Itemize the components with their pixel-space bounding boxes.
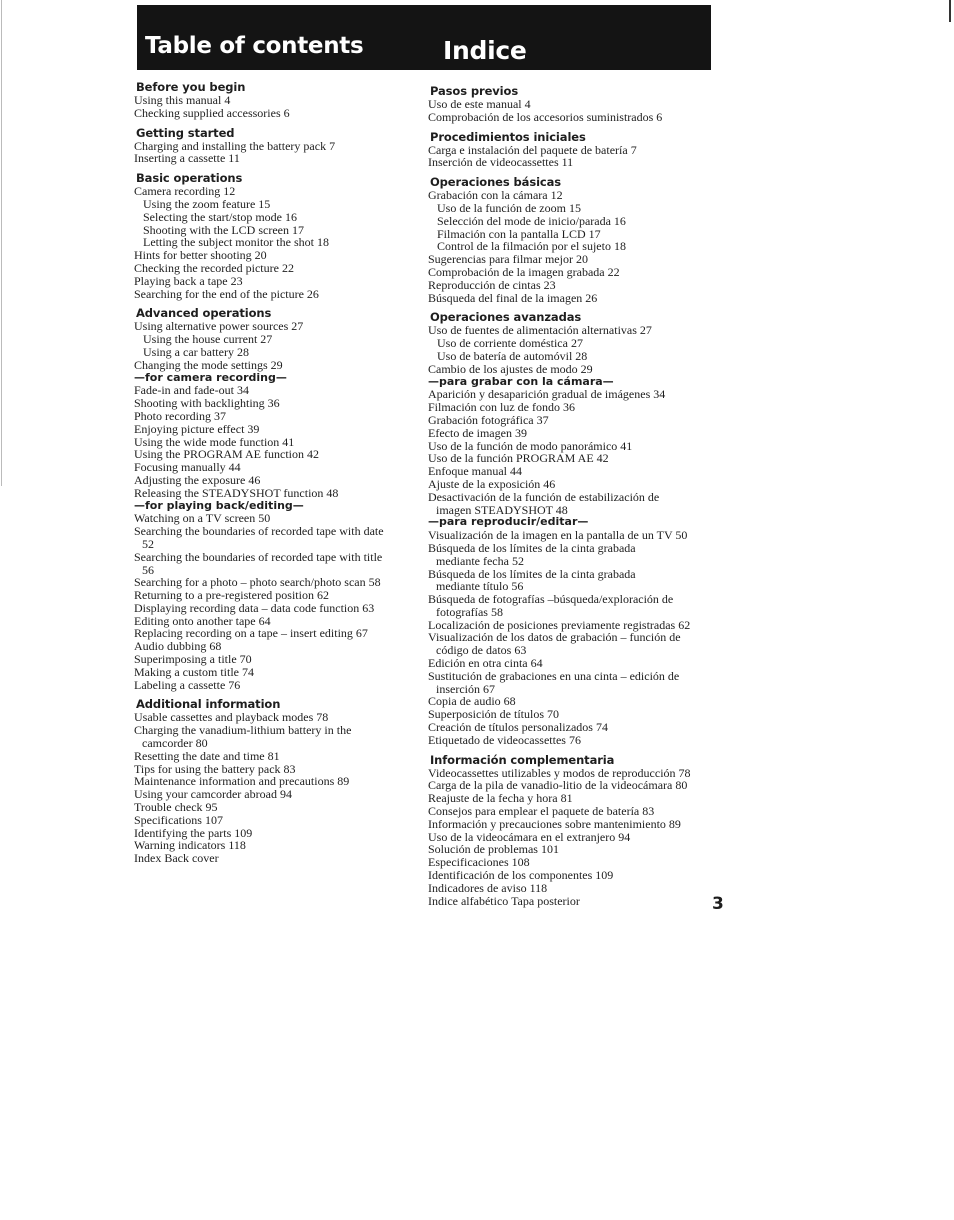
toc-entry	[425, 593, 715, 619]
toc-section	[131, 171, 421, 300]
toc-entry-text: Desactivación de la función de estabilización de	[428, 489, 660, 504]
toc-entry-text: Shooting with backlighting 36	[134, 396, 280, 411]
toc-entry-text: Grabación fotográfica 37	[428, 412, 549, 427]
toc-entry-text: Inserción de videocassettes 11	[428, 155, 574, 170]
toc-entry-text: Enfoque manual 44	[428, 464, 522, 479]
toc-entry-text: Trouble check 95	[134, 800, 218, 815]
toc-entry-text: Uso de este manual 4	[428, 97, 531, 111]
toc-entry-text: Ajuste de la exposición 46	[428, 476, 556, 491]
toc-entry-text: Charging and installing the battery pack 7	[134, 138, 336, 153]
section-title: Getting started	[136, 125, 235, 140]
toc-entry	[131, 487, 421, 500]
toc-entry-text: Searching the boundaries of recorded tape with title	[134, 549, 383, 564]
toc-entry-text: Filmación con la pantalla LCD 17	[437, 226, 601, 241]
toc-entry-text: Información y precauciones sobre mantenimiento 89	[428, 816, 681, 831]
toc-entry-continuation: inserción 67	[436, 681, 495, 696]
toc-entry-text: Uso de fuentes de alimentación alternativas 27	[428, 323, 652, 338]
toc-entry-continuation: 52	[142, 536, 154, 551]
section-title: Pasos previos	[430, 84, 519, 98]
toc-entry-text: Using alternative power sources 27	[134, 319, 304, 334]
toc-entry-text: Using a car battery 28	[143, 344, 249, 359]
toc-entry-text: Returning to a pre-registered position 62	[134, 588, 329, 603]
section-title: Operaciones básicas	[430, 175, 562, 190]
toc-section	[425, 310, 715, 746]
toc-entry-text: Camera recording 12	[134, 184, 236, 199]
toc-entry-text: Búsqueda de los límites de la cinta grabada	[428, 566, 636, 581]
toc-entry-text: Edición en otra cinta 64	[428, 656, 543, 671]
toc-entry-text: Uso de la función PROGRAM AE 42	[428, 451, 609, 466]
toc-section	[425, 84, 715, 124]
toc-entry-text: Etiquetado de videocassettes 76	[428, 732, 581, 747]
toc-entry-text: Charging the vanadium-lithium battery in the	[134, 723, 352, 738]
toc-entry-text: Using this manual 4	[134, 93, 231, 107]
page-number: 3	[712, 894, 724, 914]
toc-entry-text: Uso de la videocámara en el extranjero 94	[428, 829, 631, 844]
toc-entry-text: Replacing recording on a tape – insert editing 67	[134, 626, 368, 641]
toc-entry-text: Selecting the start/stop mode 16	[143, 209, 297, 224]
toc-entry-text: Grabación con la cámara 12	[428, 188, 563, 203]
toc-entry-text: Comprobación de los accesorios suministrados 6	[428, 109, 663, 124]
toc-entry-text: Identificación de los componentes 109	[428, 868, 614, 883]
toc-entry-text: Sugerencias para filmar mejor 20	[428, 252, 588, 267]
toc-entry-text: Watching on a TV screen 50	[134, 511, 271, 526]
toc-entry-text: Uso de la función de modo panorámico 41	[428, 438, 633, 453]
toc-entry-text: Letting the subject monitor the shot 18	[143, 235, 329, 250]
toc-entry-text: Searching for the end of the picture 26	[134, 286, 319, 301]
toc-entry-text: Photo recording 37	[134, 408, 226, 423]
toc-entry-text: Cambio de los ajustes de modo 29	[428, 361, 593, 376]
toc-entry-text: Audio dubbing 68	[134, 639, 222, 654]
toc-entry-text: Checking supplied accessories 6	[134, 105, 290, 120]
toc-entry-continuation: fotografías 58	[436, 604, 503, 619]
section-title: Procedimientos iniciales	[430, 129, 586, 144]
toc-entry-text: Uso de la función de zoom 15	[437, 200, 581, 215]
toc-section	[131, 306, 421, 691]
toc-entry	[131, 679, 421, 692]
toc-entry-text: Releasing the STEADYSHOT function 48	[134, 485, 339, 500]
toc-entry-text: Aparición y desaparición gradual de imágenes 34	[428, 387, 666, 402]
toc-section	[425, 130, 715, 170]
scan-edge-mark	[949, 0, 951, 22]
toc-entry	[425, 491, 715, 517]
toc-entry	[131, 525, 421, 551]
subsection-title: —for playing back/editing—	[134, 498, 304, 512]
toc-entry	[131, 551, 421, 577]
subsection-title: —for camera recording—	[134, 370, 287, 384]
toc-entry-text: Carga de la pila de vanadio-litio de la videocámara 80	[428, 778, 688, 793]
toc-entry-text: Inserting a cassette 11	[134, 151, 240, 166]
toc-section	[425, 753, 715, 908]
toc-entry-text: Superposición de títulos 70	[428, 707, 559, 722]
toc-entry-text: Filmación con luz de fondo 36	[428, 400, 575, 415]
contents-column-english	[131, 80, 421, 865]
toc-entry-text: Hints for better shooting 20	[134, 248, 267, 263]
toc-entry-text: Using the house current 27	[143, 332, 273, 347]
toc-entry-text: Reproducción de cintas 23	[428, 277, 556, 292]
header-bar	[137, 5, 711, 70]
toc-entry-text: Using the PROGRAM AE function 42	[134, 447, 320, 462]
section-title: Basic operations	[136, 171, 243, 186]
toc-entry	[131, 107, 421, 120]
toc-entry-text: Indice alfabético Tapa posterior	[428, 893, 580, 908]
toc-entry-text: Resetting the date and time 81	[134, 748, 280, 763]
toc-entry-text: Displaying recording data – data code function 63	[134, 600, 375, 615]
toc-entry-text: Using your camcorder abroad 94	[134, 787, 292, 802]
toc-entry-text: Making a custom title 74	[134, 664, 254, 679]
section-title: Additional information	[136, 697, 281, 712]
toc-entry-text: Shooting with the LCD screen 17	[143, 222, 304, 237]
section-title: Operaciones avanzadas	[430, 310, 582, 325]
toc-entry-text: Searching for a photo – photo search/photo scan 58	[134, 575, 381, 590]
toc-entry-text: Visualización de la imagen en la pantalla de un TV 50	[428, 528, 688, 543]
toc-entry-text: Usable cassettes and playback modes 78	[134, 710, 329, 725]
toc-entry-text: Searching the boundaries of recorded tape with date	[134, 524, 384, 539]
toc-entry-continuation: mediante fecha 52	[436, 553, 524, 568]
toc-entry	[425, 292, 715, 305]
subsection-title: —para grabar con la cámara—	[428, 374, 614, 388]
toc-entry-text: Tips for using the battery pack 83	[134, 761, 296, 776]
toc-entry-text: Control de la filmación por el sujeto 18	[437, 239, 626, 254]
toc-entry-text: Búsqueda de fotografías –búsqueda/exploración de	[428, 592, 674, 607]
toc-entry-text: Solución de problemas 101	[428, 842, 559, 857]
toc-entry-text: Using the wide mode function 41	[134, 434, 295, 449]
toc-entry-text: Localización de posiciones previamente registradas 62	[428, 617, 691, 632]
toc-entry-continuation: camcorder 80	[142, 736, 208, 751]
toc-entry-text: Playing back a tape 23	[134, 273, 243, 288]
title-spanish: Indice	[443, 36, 527, 65]
toc-entry-text: Consejos para emplear el paquete de batería 83	[428, 804, 655, 819]
section-title: Before you begin	[136, 80, 246, 94]
section-title: Información complementaria	[430, 752, 615, 767]
toc-section	[131, 80, 421, 120]
toc-entry-text: Especificaciones 108	[428, 855, 530, 870]
toc-entry-text: Búsqueda de los límites de la cinta grabada	[428, 540, 636, 555]
toc-entry	[425, 895, 715, 908]
toc-entry	[425, 734, 715, 747]
toc-entry-continuation: 56	[142, 562, 154, 577]
toc-entry-text: Videocassettes utilizables y modos de reproducción 78	[428, 765, 691, 780]
toc-entry	[425, 568, 715, 594]
toc-entry	[131, 359, 421, 372]
toc-entry-text: Focusing manually 44	[134, 460, 241, 475]
toc-entry	[131, 152, 421, 165]
toc-entry-text: Editing onto another tape 64	[134, 613, 271, 628]
toc-entry	[425, 670, 715, 696]
toc-entry-text: Selección del mode de inicio/parada 16	[437, 213, 626, 228]
toc-entry-text: Indicadores de aviso 118	[428, 880, 548, 895]
toc-entry	[131, 288, 421, 301]
toc-section	[425, 175, 715, 304]
toc-entry-text: Búsqueda del final de la imagen 26	[428, 290, 598, 305]
contents-column-spanish	[425, 84, 715, 907]
toc-entry-text: Identifying the parts 109	[134, 825, 253, 840]
toc-entry-text: Warning indicators 118	[134, 838, 246, 853]
subsection-title: —para reproducir/editar—	[428, 515, 589, 529]
toc-entry-text: Maintenance information and precautions 89	[134, 774, 350, 789]
toc-entry-text: Creación de títulos personalizados 74	[428, 720, 608, 735]
toc-entry-text: Enjoying picture effect 39	[134, 421, 260, 436]
toc-entry-text: Fade-in and fade-out 34	[134, 383, 249, 398]
toc-section	[131, 126, 421, 166]
toc-entry-text: Carga e instalación del paquete de batería 7	[428, 142, 637, 157]
toc-entry-text: Efecto de imagen 39	[428, 425, 527, 440]
toc-entry-text: Uso de batería de automóvil 28	[437, 348, 588, 363]
toc-entry	[425, 542, 715, 568]
toc-entry-text: Copia de audio 68	[428, 694, 516, 709]
toc-entry	[425, 363, 715, 376]
toc-entry-text: Uso de corriente doméstica 27	[437, 336, 583, 351]
scan-edge-line	[1, 0, 2, 486]
toc-entry-text: Using the zoom feature 15	[143, 196, 271, 211]
toc-entry	[425, 631, 715, 657]
title-english: Table of contents	[145, 33, 364, 59]
toc-entry	[425, 111, 715, 124]
toc-entry-text: Reajuste de la fecha y hora 81	[428, 791, 573, 806]
toc-entry-text: Sustitución de grabaciones en una cinta – edición de	[428, 668, 680, 683]
toc-entry-continuation: mediante título 56	[436, 579, 524, 594]
toc-entry-text: Labeling a cassette 76	[134, 677, 241, 692]
toc-entry-text: Checking the recorded picture 22	[134, 260, 294, 275]
toc-entry-continuation: código de datos 63	[436, 643, 527, 658]
toc-entry-continuation: imagen STEADYSHOT 48	[436, 502, 568, 517]
toc-entry-text: Adjusting the exposure 46	[134, 472, 261, 487]
toc-entry-text: Superimposing a title 70	[134, 652, 252, 667]
toc-entry-text: Visualización de los datos de grabación – función de	[428, 630, 681, 645]
toc-entry-text: Index Back cover	[134, 851, 219, 866]
toc-entry	[425, 156, 715, 169]
toc-section	[131, 697, 421, 865]
toc-entry-text: Comprobación de la imagen grabada 22	[428, 264, 620, 279]
toc-entry-text: Changing the mode settings 29	[134, 357, 283, 372]
section-title: Advanced operations	[136, 306, 272, 321]
toc-entry	[131, 724, 421, 750]
toc-entry-text: Specifications 107	[134, 812, 223, 827]
toc-entry	[131, 852, 421, 865]
